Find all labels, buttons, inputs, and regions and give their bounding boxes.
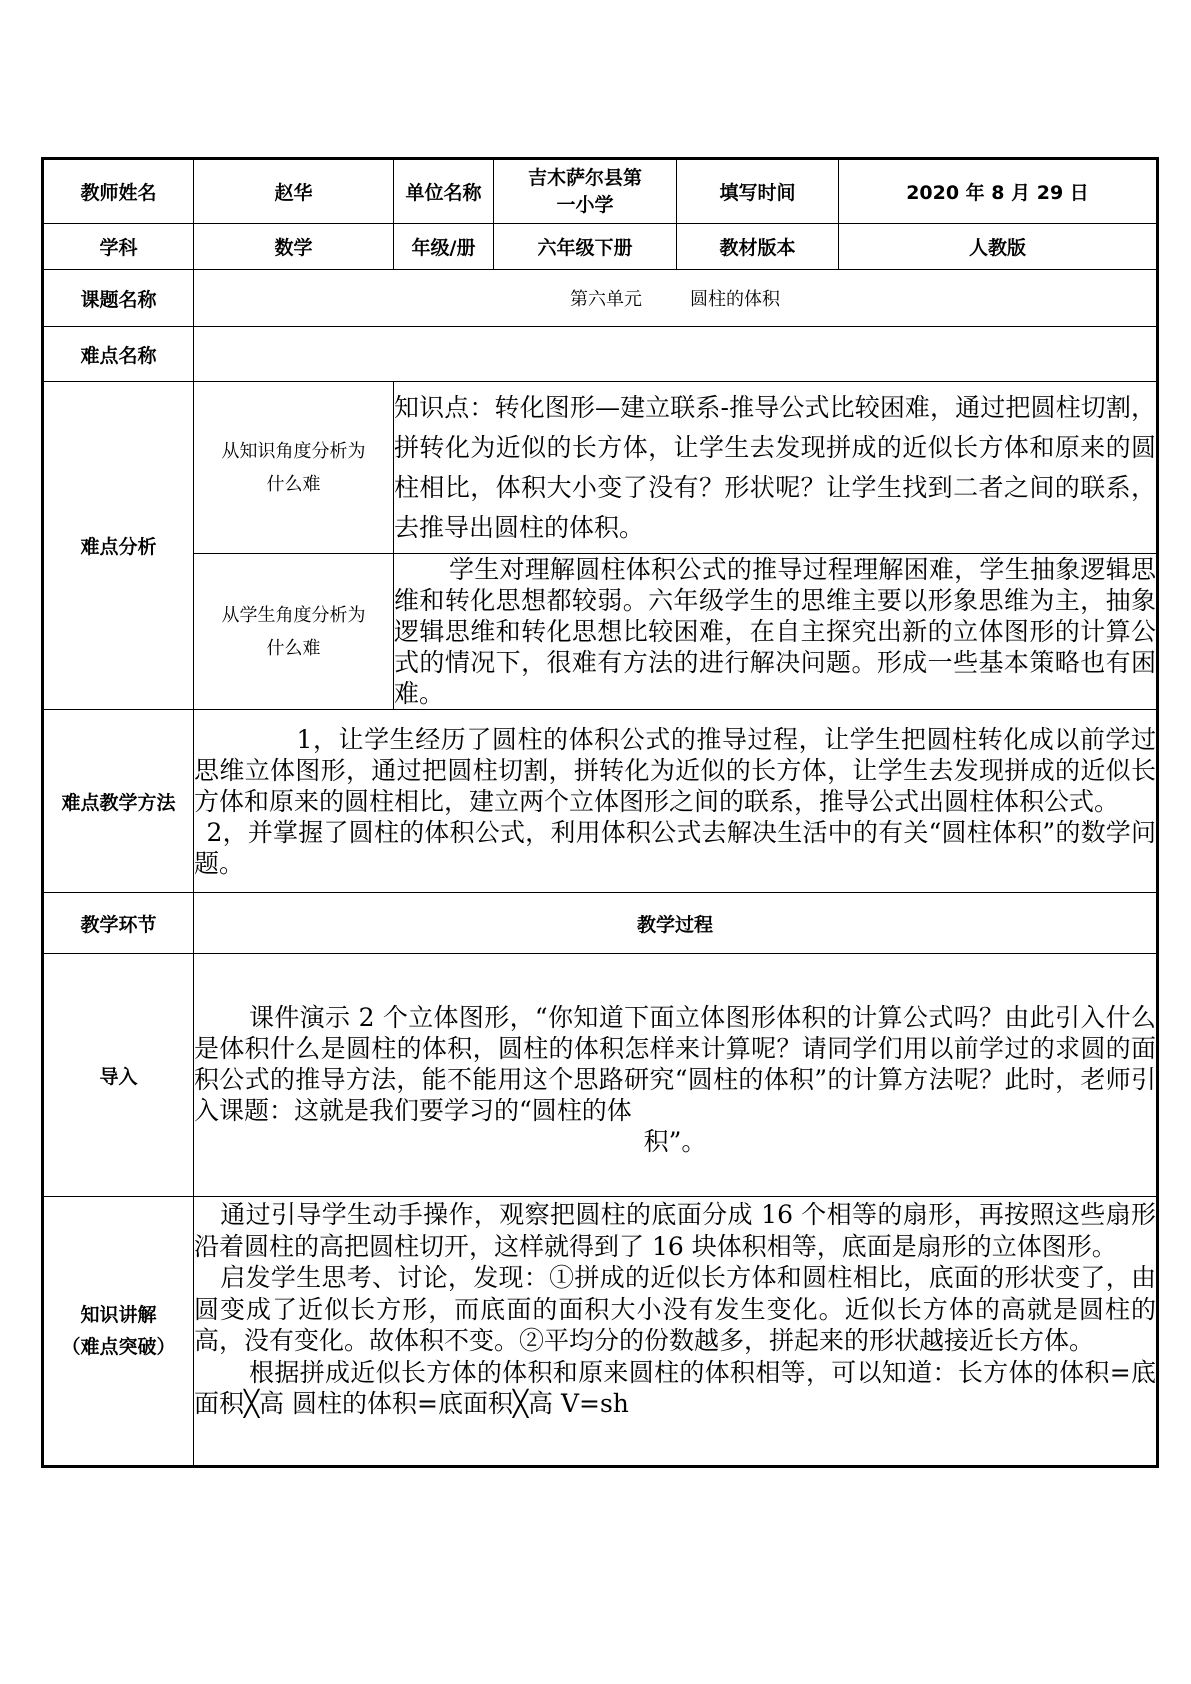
student-analysis-row (43, 554, 1158, 710)
header-row (43, 159, 1158, 224)
teaching-method-p2: 2，并掌握了圆柱的体积公式，利用体积公式去解决生活中的有关“圆柱体积”的数学问题。 (194, 817, 1156, 878)
teacher-name-label: 教师姓名 (43, 159, 194, 224)
knowledge-label (43, 1197, 194, 1467)
knowledge-analysis-row (43, 382, 1158, 554)
knowledge-cell (194, 1197, 1158, 1467)
knowledge-label-line1: 知识讲解 (80, 1304, 157, 1326)
student-angle-text: 从学生角度分析为什么难 (221, 604, 366, 659)
difficulty-name-label: 难点名称 (43, 327, 194, 382)
teaching-method-p1: 1，让学生经历了圆柱的体积公式的推导过程，让学生把圆柱转化成以前学过思维立体图形，通过把圆柱切割，拼转化为近似的长方体，让学生去发现拼成的近似长方体和原来的圆柱相比，建立两个立体图形之间的联系，推导公式出圆柱体积公式。 (194, 724, 1156, 816)
intro-cell (194, 954, 1158, 1197)
teaching-method-cell (194, 710, 1158, 893)
subject-value: 数学 (194, 224, 394, 270)
unit-name-label: 单位名称 (394, 159, 494, 224)
intro-row (43, 954, 1158, 1197)
lesson-plan-table (41, 157, 1159, 1468)
difficulty-name-value (194, 327, 1158, 382)
intro-text-end: 积”。 (643, 1126, 707, 1156)
knowledge-analysis-text: 知识点：转化图形—建立联系-推导公式比较困难，通过把圆柱切割，拼转化为近似的长方体，让学生去发现拼成的近似长方体和原来的圆柱相比，体积大小变了没有？形状呢？让学生找到二者之间的联系，去推导出圆柱的体积。 (394, 382, 1158, 554)
knowledge-angle-text: 从知识角度分析为什么难 (221, 440, 366, 495)
knowledge-p1: 通过引导学生动手操作，观察把圆柱的底面分成 16 个相等的扇形，再按照这些扇形沿着圆柱的高把圆柱切开，这样就得到了 16 块体积相等，底面是扇形的立体图形。 (194, 1200, 1156, 1261)
process-header-row (43, 893, 1158, 954)
knowledge-p3: 根据拼成近似长方体的体积和原来圆柱的体积相等，可以知道：长方体的体积=底面积╳高 圆柱的体积=底面积╳高 V=sh (194, 1357, 1156, 1418)
date-label: 填写时间 (677, 159, 839, 224)
difficulty-name-row (43, 327, 1158, 382)
knowledge-p2: 启发学生思考、讨论，发现：①拼成的近似长方体和圆柱相比，底面的形状变了，由圆变成了近似长方形，而底面的面积大小没有发生变化。近似长方体的高就是圆柱的高，没有变化。故体积不变。②平均分的份数越多，拼起来的形状越接近长方体。 (194, 1263, 1156, 1355)
intro-text: 课件演示 2 个立体图形，“你知道下面立体图形体积的计算公式吗？由此引入什么是体积什么是圆柱的体积，圆柱的体积怎样来计算呢？请同学们用以前学过的求圆的面积公式的推导方法，能不能用这个思路研究“圆柱的体积”的计算方法呢？此时，老师引入课题：这就是我们要学习的“圆柱的体 (194, 1002, 1156, 1125)
edition-value: 人教版 (839, 224, 1158, 270)
stage-label: 教学环节 (43, 893, 194, 954)
topic-unit: 第六单元 (570, 289, 642, 310)
student-analysis-text: 学生对理解圆柱体积公式的推导过程理解困难，学生抽象逻辑思维和转化思想都较弱。六年级学生的思维主要以形象思维为主，抽象逻辑思维和转化思想比较困难，在自主探究出新的立体图形的计算公式的情况下，很难有方法的进行解决问题。形成一些基本策略也有困难。 (394, 555, 1156, 708)
knowledge-angle-label (194, 382, 394, 554)
grade-value: 六年级下册 (494, 224, 677, 270)
teacher-name-value: 赵华 (194, 159, 394, 224)
topic-title: 圆柱的体积 (690, 289, 780, 310)
student-angle-label (194, 554, 394, 710)
subject-label: 学科 (43, 224, 194, 270)
knowledge-label-line2: （难点突破） (61, 1336, 176, 1358)
process-label: 教学过程 (194, 893, 1158, 954)
student-analysis-cell (394, 554, 1158, 710)
unit-name-value (494, 159, 677, 224)
unit-name-text: 吉木萨尔县第一小学 (527, 166, 642, 216)
topic-label: 课题名称 (43, 270, 194, 327)
topic-row (43, 270, 1158, 327)
teaching-method-row (43, 710, 1158, 893)
subject-row (43, 224, 1158, 270)
knowledge-row (43, 1197, 1158, 1467)
edition-label: 教材版本 (677, 224, 839, 270)
grade-label: 年级/册 (394, 224, 494, 270)
topic-value (194, 270, 1158, 327)
teaching-method-label: 难点教学方法 (43, 710, 194, 893)
date-value: 2020 年 8 月 29 日 (839, 159, 1158, 224)
intro-label: 导入 (43, 954, 194, 1197)
difficulty-analysis-label: 难点分析 (43, 382, 194, 710)
